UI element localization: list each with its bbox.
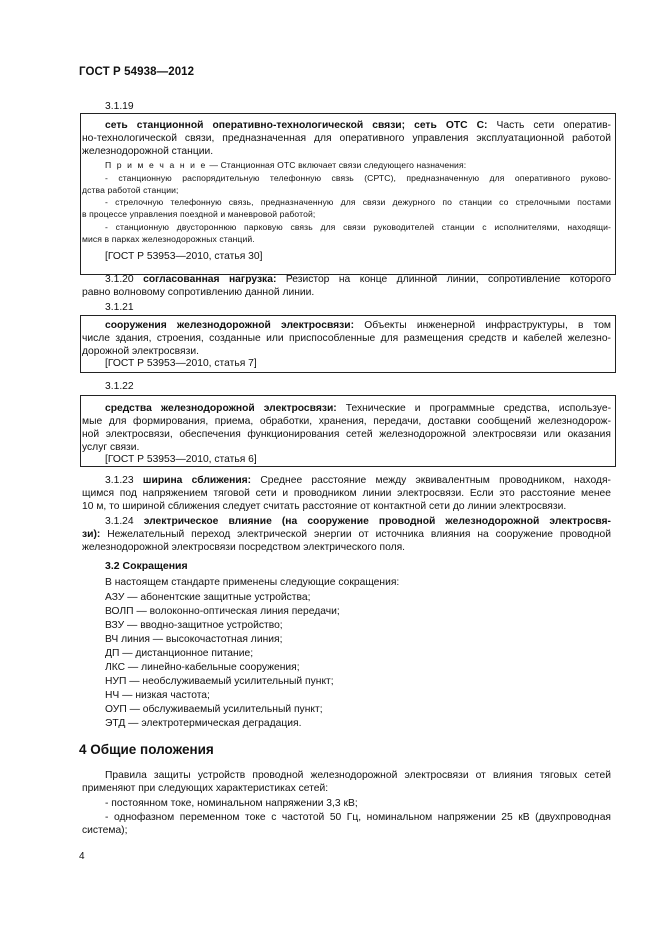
term-3-1-19-ref: [ГОСТ Р 53953—2010, статья 30] [105, 251, 263, 262]
term-3-1-22-line1: средства железнодорожной электросвязи: Технические и программные средства, используе- [105, 403, 611, 414]
term-3-1-21-line1: сооружения железнодорожной электросвязи: Объекты инженерной инфраструктуры, в том [105, 320, 612, 331]
term-3-1-20-line2: равно волновому сопротивлению данной линии. [82, 287, 315, 298]
term-3-1-21-line2: числе здания, строения, созданные или приспособленные для размещения средств и кабелей железно- [82, 333, 611, 344]
term-3-1-20-line1: 3.1.20 согласованная нагрузка: Резистор на конце длинной линии, сопротивление которого [105, 274, 611, 285]
term-3-1-22-ref: [ГОСТ Р 53953—2010, статья 6] [105, 454, 257, 465]
term-3-1-22-line2: мые для формирования, приема, обработки, хранения, передачи, доставки сообщений железнодорож- [82, 416, 611, 427]
abbreviation-item: ВОЛП — волоконно-оптическая линия передачи; [105, 606, 340, 617]
note-3-1-19-line6: - станционную двустороннюю парковую связь для связи руководителей станции с исполнителями, находящи- [105, 222, 611, 232]
note-3-1-19-line1: П р и м е ч а н и е — Станционная ОТС включает связи следующего назначения: [105, 160, 467, 170]
abbreviation-item: ВЗУ — вводно-защитное устройство; [105, 620, 283, 631]
term-3-1-23-line2: щимся под напряжением тяговой сети и проводником линии электросвязи. Если это расстояние менее [82, 488, 611, 499]
section-4-title: 4 Общие положения [79, 742, 214, 757]
section-4-list-item: - однофазном переменном токе с частотой 50 Гц, номинальном напряжении 25 кВ (двухпроводная [105, 812, 611, 823]
term-3-1-24-line3: железнодорожной электросвязи посредством электрического поля. [82, 542, 406, 553]
term-3-1-24-line2: зи): Нежелательный переход электрической энергии от источника влияния на сооружение проводной [82, 529, 611, 540]
term-3-1-23-line1: 3.1.23 ширина сближения: Среднее расстояние между эквивалентным проводником, находя- [105, 475, 611, 486]
section-4-list-item: - постоянном токе, номинальном напряжении 3,3 кВ; [105, 798, 358, 809]
term-3-1-23-title: ширина сближения: [142, 475, 252, 486]
abbreviation-item: ЛКС — линейно-кабельные сооружения; [105, 662, 300, 673]
abbreviation-item: АЗУ — абонентские защитные устройства; [105, 592, 311, 603]
note-3-1-19-line3: дства работой станции; [82, 185, 179, 195]
term-3-1-22-line4: услуг связи. [82, 442, 140, 453]
term-3-1-23-line3: 10 м, то шириной сближения следует считать расстояние от контактной сети до линии электросвязи. [82, 501, 567, 512]
term-3-1-24-title: электрическое влияние (на сооружение проводной железнодорожной электросвя- [143, 516, 611, 527]
section-3-2-title: 3.2 Сокращения [105, 560, 188, 572]
term-3-1-22-line3: ной электросвязи, обеспечения функционирования сетей железнодорожной электросвязи или оказания [82, 429, 611, 440]
section-4-para-line1: Правила защиты устройств проводной железнодорожной электросвязи от влияния тяговых сетей [105, 770, 611, 781]
term-number-3-1-19: 3.1.19 [105, 101, 134, 112]
document-header: ГОСТ Р 54938—2012 [79, 66, 195, 78]
abbreviation-item: ЭТД — электротермическая деградация. [105, 718, 302, 729]
abbreviation-item: ОУП — обслуживаемый усилительный пункт; [105, 704, 323, 715]
section-3-2-intro: В настоящем стандарте применены следующие сокращения: [105, 577, 400, 588]
abbreviation-item: ВЧ линия — высокочастотная линия; [105, 634, 283, 645]
note-3-1-19-line2: - станционную распорядительную телефонную связь (СРТС), предназначенную для оперативного руково- [105, 173, 611, 183]
term-number-3-1-21: 3.1.21 [105, 302, 134, 313]
term-3-1-24-line1: 3.1.24 электрическое влияние (на сооружение проводной железнодорожной электросвя- [105, 516, 611, 527]
term-number-3-1-22: 3.1.22 [105, 381, 134, 392]
note-3-1-19-line7: мися в парках железнодорожных станций. [82, 234, 255, 244]
term-3-1-21-title: сооружения железнодорожной электросвязи: [105, 320, 355, 331]
term-3-1-19-line3: железнодорожной станции. [82, 146, 214, 157]
term-3-1-20-title: согласованная нагрузка: [143, 274, 277, 285]
page-number: 4 [79, 851, 85, 862]
term-3-1-21-ref: [ГОСТ Р 53953—2010, статья 7] [105, 358, 257, 369]
term-3-1-19-title: сеть станционной оперативно-технологической связи; сеть ОТС С: [105, 120, 488, 131]
note-3-1-19-line5: в процессе управления поездной и маневровой работой; [82, 209, 316, 219]
term-3-1-19-line2: но-технологической связи, предназначенная для оперативного управления эксплуатационной работой [82, 133, 611, 144]
term-3-1-22-title: средства железнодорожной электросвязи: [105, 403, 337, 414]
term-3-1-19-line1: сеть станционной оперативно-технологической связи; сеть ОТС С: Часть сети оператив- [105, 120, 611, 131]
abbreviation-item: НЧ — низкая частота; [105, 690, 210, 701]
abbreviation-item: ДП — дистанционное питание; [105, 648, 254, 659]
section-4-para-line2: применяют при следующих характеристиках сетей: [82, 783, 329, 794]
note-3-1-19-line4: - стрелочную телефонную связь, предназначенную для связи дежурного по станции со стрелочными постами [105, 197, 611, 207]
abbreviation-item: НУП — необслуживаемый усилительный пункт; [105, 676, 334, 687]
term-3-1-21-line3: дорожной электросвязи. [82, 346, 199, 357]
section-4-list-item-cont: система); [82, 825, 128, 836]
